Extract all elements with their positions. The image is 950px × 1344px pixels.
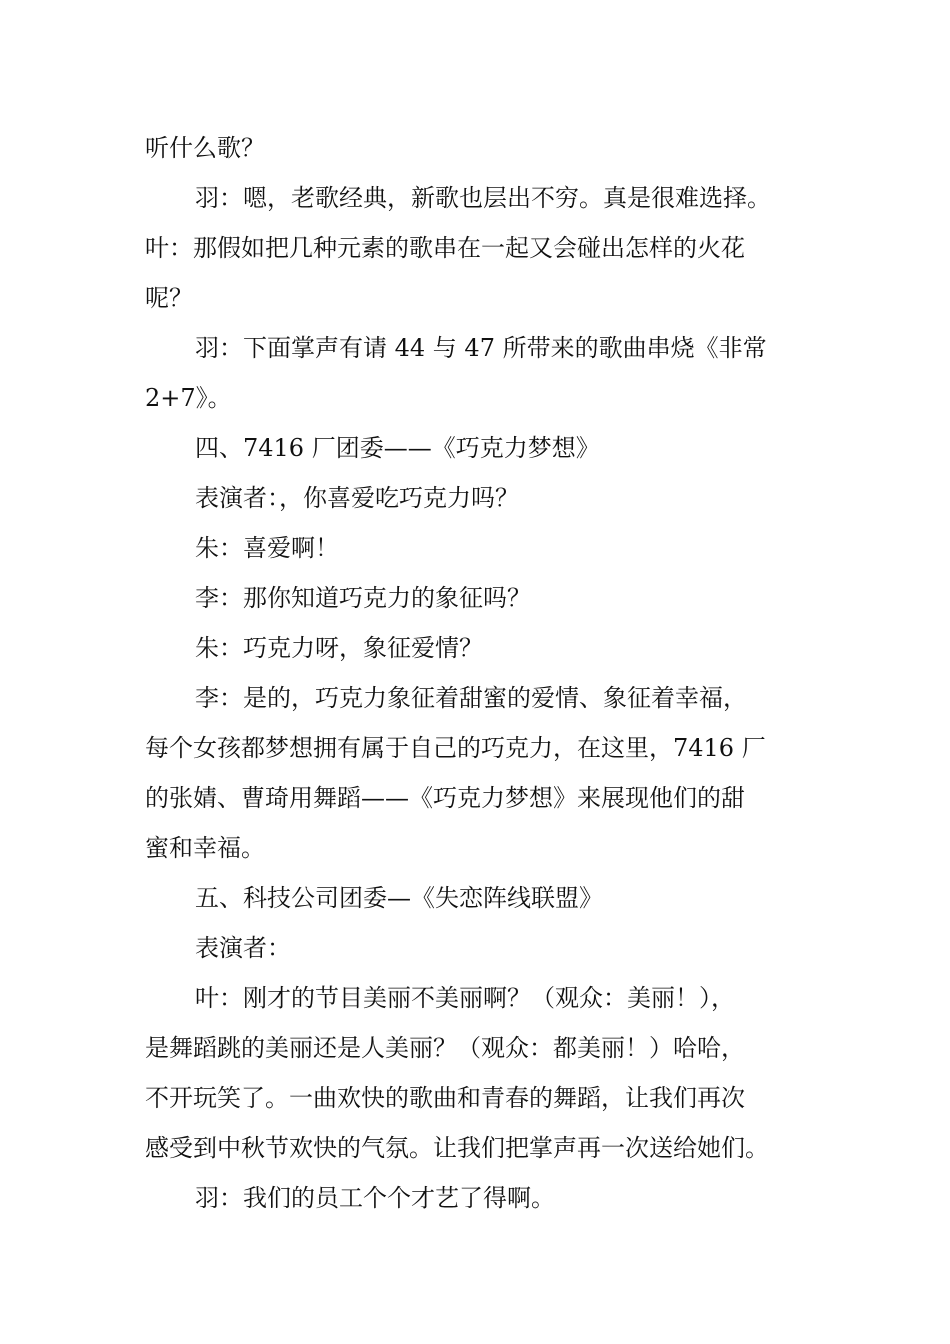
text-line: 表演者：	[195, 934, 291, 962]
text-line: 2+7》。	[145, 384, 232, 412]
text-line: 表演者：，你喜爱吃巧克力吗？	[195, 484, 519, 512]
section-heading: 五、科技公司团委—《失恋阵线联盟》	[195, 884, 603, 912]
text-line: 朱：巧克力呀，象征爱情？	[195, 634, 483, 662]
text-line: 李：是的，巧克力象征着甜蜜的爱情、象征着幸福，	[195, 684, 747, 712]
text-line: 叶：那假如把几种元素的歌串在一起又会碰出怎样的火花	[145, 234, 745, 262]
text-line: 不开玩笑了。一曲欢快的歌曲和青春的舞蹈，让我们再次	[145, 1084, 745, 1112]
text-line: 每个女孩都梦想拥有属于自己的巧克力，在这里，7416 厂	[145, 734, 766, 762]
text-line: 羽：我们的员工个个才艺了得啊。	[195, 1184, 555, 1212]
text-line: 是舞蹈跳的美丽还是人美丽？（观众：都美丽！）哈哈，	[145, 1034, 745, 1062]
text-line: 听什么歌？	[145, 134, 265, 162]
text-line: 感受到中秋节欢快的气氛。让我们把掌声再一次送给她们。	[145, 1134, 769, 1162]
text-line: 蜜和幸福。	[145, 834, 265, 862]
section-heading: 四、7416 厂团委——《巧克力梦想》	[195, 434, 600, 462]
text-line: 朱：喜爱啊！	[195, 534, 339, 562]
text-line: 呢？	[145, 284, 193, 312]
text-line: 羽：下面掌声有请 44 与 47 所带来的歌曲串烧《非常	[195, 334, 767, 362]
text-line: 的张婧、曹琦用舞蹈——《巧克力梦想》来展现他们的甜	[145, 784, 745, 812]
text-line: 叶：刚才的节目美丽不美丽啊？（观众：美丽！），	[195, 984, 735, 1012]
text-line: 李：那你知道巧克力的象征吗？	[195, 584, 531, 612]
text-line: 羽：嗯，老歌经典，新歌也层出不穷。真是很难选择。	[195, 184, 771, 212]
